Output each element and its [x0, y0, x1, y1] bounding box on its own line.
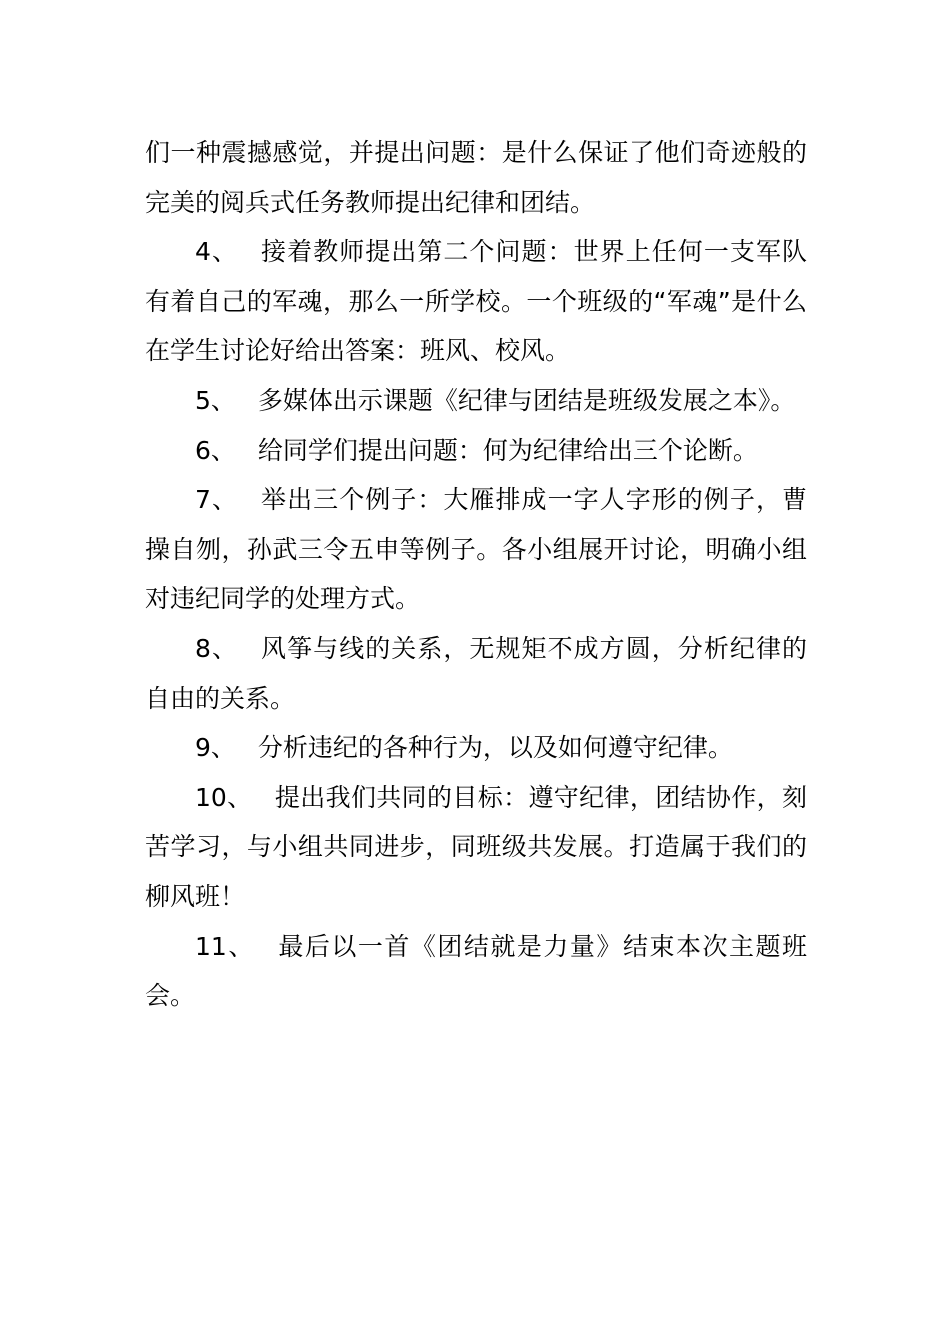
paragraph-item-5 — [145, 376, 807, 426]
document-body — [145, 128, 807, 1021]
paragraph-item-11 — [145, 922, 807, 1021]
item-number: 11、 — [195, 931, 255, 961]
paragraph-text: 最后以一首《团结就是力量》结束本次主题班会。 — [145, 931, 807, 1011]
item-number: 9、 — [195, 733, 236, 763]
paragraph-item-10 — [145, 773, 807, 922]
paragraph-item-8 — [145, 624, 807, 723]
paragraph-text: 分析违纪的各种行为，以及如何遵守纪律。 — [257, 733, 733, 763]
item-number: 5、 — [195, 385, 236, 415]
paragraph-text: 给同学们提出问题：何为纪律给出三个论断。 — [257, 435, 758, 465]
paragraph-text: 提出我们共同的目标：遵守纪律，团结协作，刻苦学习，与小组共同进步，同班级共发展。打造属于我们的柳风班！ — [145, 782, 807, 911]
paragraph-text: 接着教师提出第二个问题：世界上任何一支军队有着自己的军魂，那么一所学校。一个班级的“军魂”是什么在学生讨论好给出答案：班风、校风。 — [145, 237, 807, 366]
paragraph-text: 举出三个例子：大雁排成一字人字形的例子，曹操自刎，孙武三令五申等例子。各小组展开讨论，明确小组对违纪同学的处理方式。 — [145, 485, 807, 614]
item-number: 8、 — [195, 633, 238, 663]
paragraph-continuation — [145, 128, 807, 227]
paragraph-item-4 — [145, 227, 807, 376]
paragraph-item-7 — [145, 475, 807, 624]
item-number: 4、 — [195, 237, 238, 267]
item-number: 7、 — [195, 485, 238, 515]
paragraph-text: 多媒体出示课题《纪律与团结是班级发展之本》。 — [257, 385, 796, 415]
item-number: 6、 — [195, 435, 236, 465]
item-number: 10、 — [195, 782, 253, 812]
paragraph-text: 风筝与线的关系，无规矩不成方圆，分析纪律的自由的关系。 — [145, 633, 807, 713]
paragraph-text: 们一种震撼感觉，并提出问题：是什么保证了他们奇迹般的完美的阅兵式任务教师提出纪律和团结。 — [145, 138, 807, 217]
paragraph-item-6 — [145, 426, 807, 476]
paragraph-item-9 — [145, 723, 807, 773]
